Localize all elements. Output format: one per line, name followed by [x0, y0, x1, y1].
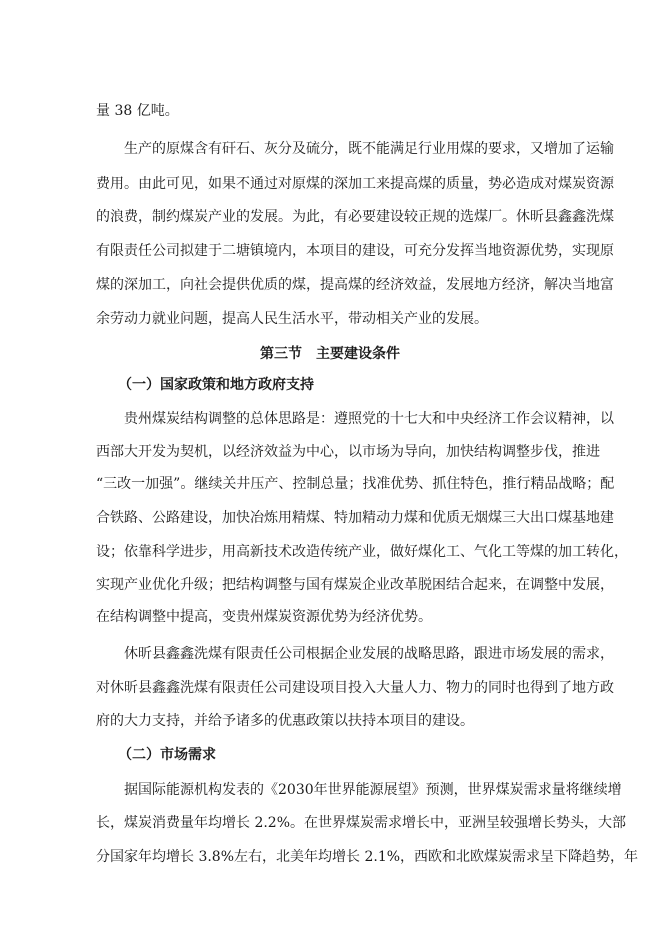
- paragraph-line: 实现产业优化升级；把结构调整与国有煤炭企业改革脱困结合起来，在调整中发展，: [96, 577, 614, 593]
- paragraph-line: 休昕县鑫鑫洗煤有限责任公司根据企业发展的战略思路，跟进市场发展的需求，: [124, 646, 614, 662]
- paragraph-line: 设；依靠科学进步，用高新技术改造传统产业，做好煤化工、气化工等煤的加工转化，: [96, 544, 628, 560]
- paragraph-line: 对休昕县鑫鑫洗煤有限责任公司建设项目投入大量人力、物力的同时也得到了地方政: [96, 680, 614, 696]
- subsection-title: （一）国家政策和地方政府支持: [118, 377, 314, 393]
- paragraph-line: 贵州煤炭结构调整的总体思路是：遵照党的十七大和中央经济工作会议精神，以: [124, 411, 614, 427]
- paragraph-line: 余劳动力就业问题，提高人民生活水平，带动相关产业的发展。: [96, 311, 488, 327]
- paragraph-line: 费用。由此可见，如果不通过对原煤的深加工来提高煤的质量，势必造成对煤炭资源: [96, 176, 614, 192]
- paragraph-line: 煤的深加工，向社会提供优质的煤，提高煤的经济效益，发展地方经济，解决当地富: [96, 277, 614, 293]
- paragraph-line: 生产的原煤含有矸石、灰分及硫分，既不能满足行业用煤的要求，又增加了运输: [124, 141, 614, 157]
- paragraph-line: 在结构调整中提高，变贵州煤炭资源优势为经济优势。: [96, 609, 432, 625]
- paragraph-line: 合铁路、公路建设，加快冶炼用精煤、特加精动力煤和优质无烟煤三大出口煤基地建: [96, 510, 614, 526]
- paragraph-line: 据国际能源机构发表的《2030年世界能源展望》预测，世界煤炭需求量将继续增: [124, 782, 622, 798]
- paragraph-line: 有限责任公司拟建于二塘镇境内，本项目的建设，可充分发挥当地资源优势，实现原: [96, 243, 614, 259]
- paragraph-line: “三改一加强”。继续关井压产、控制总量；找准优势、抓住特色，推行精品战略；配: [96, 476, 615, 492]
- paragraph-line: 长，煤炭消费量年均增长 2.2%。在世界煤炭需求增长中，亚洲呈较强增长势头，大部: [96, 815, 627, 831]
- paragraph-line: 的浪费，制约煤炭产业的发展。为此，有必要建设较正规的选煤厂。休昕县鑫鑫洗煤: [96, 209, 614, 225]
- subsection-title: （二）市场需求: [118, 747, 216, 763]
- paragraph-line: 府的大力支持，并给予诸多的优惠政策以扶持本项目的建设。: [96, 713, 474, 729]
- section-title: 第三节 主要建设条件: [260, 346, 400, 362]
- paragraph-line: 量 38 亿吨。: [96, 103, 179, 119]
- paragraph-line: 西部大开发为契机，以经济效益为中心，以市场为导向，加快结构调整步伐，推进: [96, 444, 600, 460]
- paragraph-line: 分国家年均增长 3.8%左右，北美年均增长 2.1%，西欧和北欧煤炭需求呈下降趋势，年: [96, 849, 639, 865]
